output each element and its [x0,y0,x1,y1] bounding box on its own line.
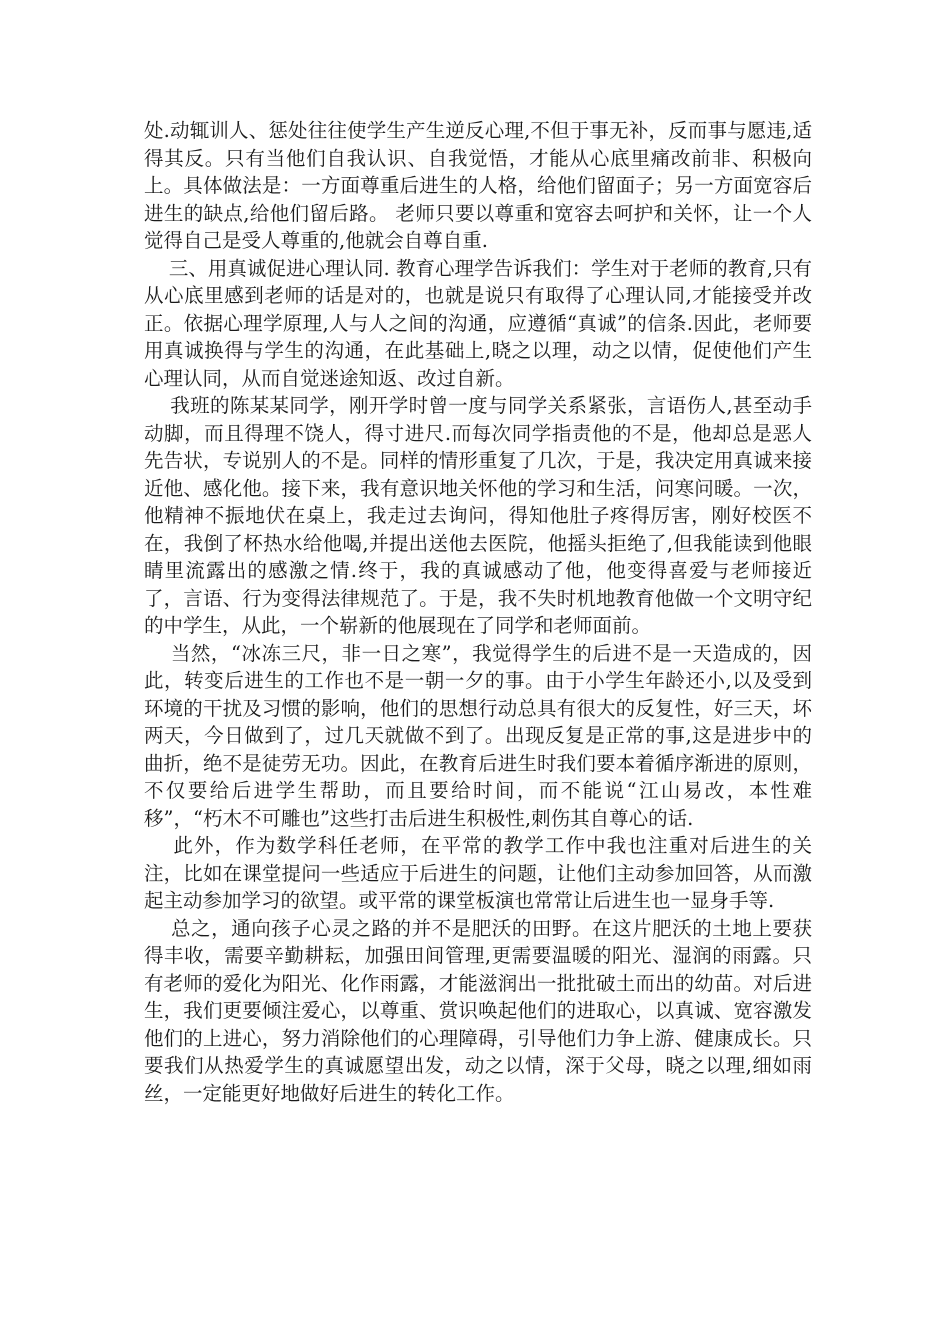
paragraph-section-three: 三、用真诚促进心理认同. 教育心理学告诉我们：学生对于老师的教育,只有从心底里感到老师的话是对的，也就是说只有取得了心理认同,才能接受并改正。依据心理学原理,人与人之间的沟通，应遵循“真诚”的信条.因此，老师要用真诚换得与学生的沟通，在此基础上,晓之以理，动之以情，促使他们产生心理认同，从而自觉迷途知返、改过自新。 [144,256,812,390]
paragraph-student-example: 我班的陈某某同学，刚开学时曾一度与同学关系紧张，言语伤人,甚至动手动脚，而且得理不饶人，得寸进尺.而每次同学指责他的不是，他却总是恶人先告状，专说别人的不是。同样的情形重复了几次，于是，我决定用真诚来接近他、感化他。接下来，我有意识地关怀他的学习和生活，问寒问暖。一次，他精神不振地伏在桌上，我走过去询问，得知他肚子疼得厉害，刚好校医不在，我倒了杯热水给他喝,并提出送他去医院，他摇头拒绝了,但我能读到他眼睛里流露出的感激之情.终于，我的真诚感动了他，他变得喜爱与老师接近了，言语、行为变得法律规范了。于是，我不失时机地教育他做一个文明守纪的中学生，从此，一个崭新的他展现在了同学和老师面前。 [144,394,813,637]
paragraph-conclusion: 总之，通向孩子心灵之路的并不是肥沃的田野。在这片肥沃的土地上要获得丰收，需要辛勤耕耘，加强田间管理,更需要温暖的阳光、湿润的雨露。只有老师的爱化为阳光、化作雨露，才能滋润出一批批破土而出的幼苗。对后进生，我们更要倾注爱心，以尊重、赏识唤起他们的进取心，以真诚、宽容激发他们的上进心，努力消除他们的心理障碍，引导他们力争上游、健康成长。只要我们从热爱学生的真诚愿望出发，动之以情，深于父母，晓之以理,细如雨丝，一定能更好地做好后进生的转化工作。 [144,916,812,1105]
paragraph-patience: 当然，“冰冻三尺，非一日之寒”，我觉得学生的后进不是一天造成的，因此，转变后进生的工作也不是一朝一夕的事。由于小学生年龄还小,以及受到环境的干扰及习惯的影响，他们的思想行动总具有很大的反复性，好三天，坏两天，今日做到了，过几天就做不到了。出现反复是正常的事,这是进步中的曲折，绝不是徒劳无功。因此，在教育后进生时我们要本着循序渐进的原则，不仅要给后进学生帮助，而且要给时间，而不能说“江山易改，本性难移”，“朽木不可雕也”这些打击后进生积极性,刺伤其自尊心的话. [144,641,812,830]
paragraph-continuation: 处.动辄训人、惩处往往使学生产生逆反心理,不但于事无补，反而事与愿违,适得其反。只有当他们自我认识、自我觉悟，才能从心底里痛改前非、积极向上。具体做法是：一方面尊重后进生的人格，给他们留面子；另一方面宽容后进生的缺点,给他们留后路。 老师只要以尊重和宽容去呵护和关怀，让一个人觉得自己是受人尊重的,他就会自尊自重. [144,119,812,252]
document-body [144,117,812,1107]
paragraph-math-teacher: 此外，作为数学科任老师，在平常的教学工作中我也注重对后进生的关注，比如在课堂提问一些适应于后进生的问题，让他们主动参加回答，从而激起主动参加学习的欲望。或平常的课堂板演也常常让后进生也一显身手等. [144,834,812,912]
